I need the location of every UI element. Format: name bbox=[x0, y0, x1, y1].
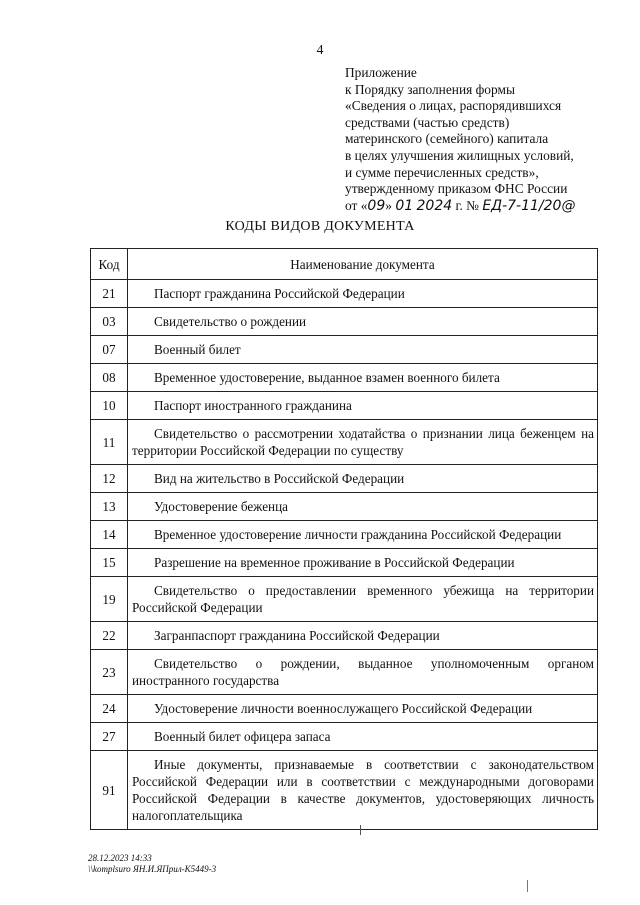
doc-code: 13 bbox=[91, 493, 128, 521]
doc-code: 10 bbox=[91, 392, 128, 420]
footer bbox=[88, 853, 216, 875]
doc-code: 07 bbox=[91, 336, 128, 364]
doc-code: 21 bbox=[91, 280, 128, 308]
doc-name: Вид на жительство в Российской Федерации bbox=[154, 471, 405, 486]
date-prefix: от « bbox=[345, 197, 368, 213]
appendix-header bbox=[345, 65, 575, 214]
doc-code: 27 bbox=[91, 723, 128, 751]
date-mid: » bbox=[385, 197, 392, 213]
appendix-line: в целях улучшения жилищных условий, bbox=[345, 147, 574, 163]
appendix-line: «Сведения о лицах, распорядившихся bbox=[345, 98, 562, 114]
doc-name-cell bbox=[128, 549, 598, 577]
table-row bbox=[91, 521, 598, 549]
table-row bbox=[91, 280, 598, 308]
table-row bbox=[91, 364, 598, 392]
doc-name-cell bbox=[128, 392, 598, 420]
footer-timestamp: 28.12.2023 14:33 bbox=[88, 853, 152, 863]
header-name: Наименование документа bbox=[128, 249, 598, 280]
table-body bbox=[91, 280, 598, 830]
table-row bbox=[91, 392, 598, 420]
doc-code: 08 bbox=[91, 364, 128, 392]
order-number: ЕД-7-11/20@ bbox=[482, 197, 576, 214]
doc-code: 23 bbox=[91, 650, 128, 695]
doc-code: 14 bbox=[91, 521, 128, 549]
doc-name: Иные документы, признаваемые в соответствии с законодательством Российской Федерации или в соответствии с международными договорами Российской Федерации в качестве документов, удостоверяющих личность налогоплательщика bbox=[132, 757, 594, 823]
doc-name-cell bbox=[128, 336, 598, 364]
doc-name: Паспорт иностранного гражданина bbox=[154, 398, 352, 413]
doc-name-cell bbox=[128, 723, 598, 751]
doc-code: 11 bbox=[91, 420, 128, 465]
table-header-row bbox=[91, 249, 598, 280]
doc-name: Свидетельство о рассмотрении ходатайства о признании лица беженцем на территории Российской Федерации по существу bbox=[132, 426, 594, 458]
table-row bbox=[91, 723, 598, 751]
doc-name: Свидетельство о предоставлении временного убежища на территории Российской Федерации bbox=[132, 583, 594, 615]
table-row bbox=[91, 493, 598, 521]
doc-name: Временное удостоверение личности гражданина Российской Федерации bbox=[154, 527, 562, 542]
doc-name-cell bbox=[128, 308, 598, 336]
number-prefix: г. № bbox=[455, 197, 479, 213]
doc-name: Удостоверение беженца bbox=[154, 499, 289, 514]
doc-name: Удостоверение личности военнослужащего Российской Федерации bbox=[154, 701, 533, 716]
table-row bbox=[91, 308, 598, 336]
table-row bbox=[91, 336, 598, 364]
table-row bbox=[91, 577, 598, 622]
order-date-line bbox=[345, 198, 575, 215]
appendix-line: Приложение bbox=[345, 65, 417, 80]
table-row bbox=[91, 549, 598, 577]
appendix-line: утвержденному приказом ФНС России bbox=[345, 181, 568, 197]
doc-name: Разрешение на временное проживание в Российской Федерации bbox=[154, 555, 515, 570]
doc-name-cell bbox=[128, 420, 598, 465]
appendix-line: средствами (частью средств) bbox=[345, 114, 510, 130]
doc-name-cell bbox=[128, 280, 598, 308]
doc-name-cell bbox=[128, 521, 598, 549]
table-row bbox=[91, 622, 598, 650]
doc-name: Временное удостоверение, выданное взамен военного билета bbox=[154, 370, 500, 385]
doc-code: 19 bbox=[91, 577, 128, 622]
doc-name: Военный билет офицера запаса bbox=[154, 729, 331, 744]
doc-name-cell bbox=[128, 465, 598, 493]
doc-code: 24 bbox=[91, 695, 128, 723]
order-month: 01 bbox=[395, 197, 414, 214]
doc-name-cell bbox=[128, 364, 598, 392]
doc-name-cell bbox=[128, 650, 598, 695]
table-row bbox=[91, 465, 598, 493]
appendix-line: материнского (семейного) капитала bbox=[345, 131, 549, 147]
table-row bbox=[91, 420, 598, 465]
doc-name: Загранпаспорт гражданина Российской Федерации bbox=[154, 628, 440, 643]
table-row bbox=[91, 751, 598, 830]
doc-name: Паспорт гражданина Российской Федерации bbox=[154, 286, 405, 301]
table-row bbox=[91, 650, 598, 695]
doc-code: 22 bbox=[91, 622, 128, 650]
document-title: КОДЫ ВИДОВ ДОКУМЕНТА bbox=[225, 219, 415, 234]
margin-mark bbox=[527, 880, 528, 892]
page-number: 4 bbox=[316, 43, 324, 58]
footer-path: \\komplsuro ЯН.И.ЯПрил-К5449-3 bbox=[88, 864, 217, 874]
doc-name-cell bbox=[128, 751, 598, 830]
doc-code: 91 bbox=[91, 751, 128, 830]
doc-name-cell bbox=[128, 695, 598, 723]
appendix-line: к Порядку заполнения формы bbox=[345, 81, 515, 97]
doc-name-cell bbox=[128, 493, 598, 521]
doc-code: 03 bbox=[91, 308, 128, 336]
appendix-line: и сумме перечисленных средств», bbox=[345, 164, 539, 180]
table-row bbox=[91, 695, 598, 723]
codes-table bbox=[90, 248, 598, 830]
doc-name: Свидетельство о рождении, выданное уполномоченным органом иностранного государства bbox=[132, 656, 594, 688]
margin-mark bbox=[360, 825, 361, 835]
order-day: 09 bbox=[367, 197, 386, 214]
header-code: Код bbox=[91, 249, 128, 280]
doc-name-cell bbox=[128, 577, 598, 622]
doc-code: 15 bbox=[91, 549, 128, 577]
doc-name: Свидетельство о рождении bbox=[154, 314, 307, 329]
doc-name: Военный билет bbox=[154, 342, 241, 357]
order-year: 2024 bbox=[416, 197, 453, 214]
doc-code: 12 bbox=[91, 465, 128, 493]
doc-name-cell bbox=[128, 622, 598, 650]
